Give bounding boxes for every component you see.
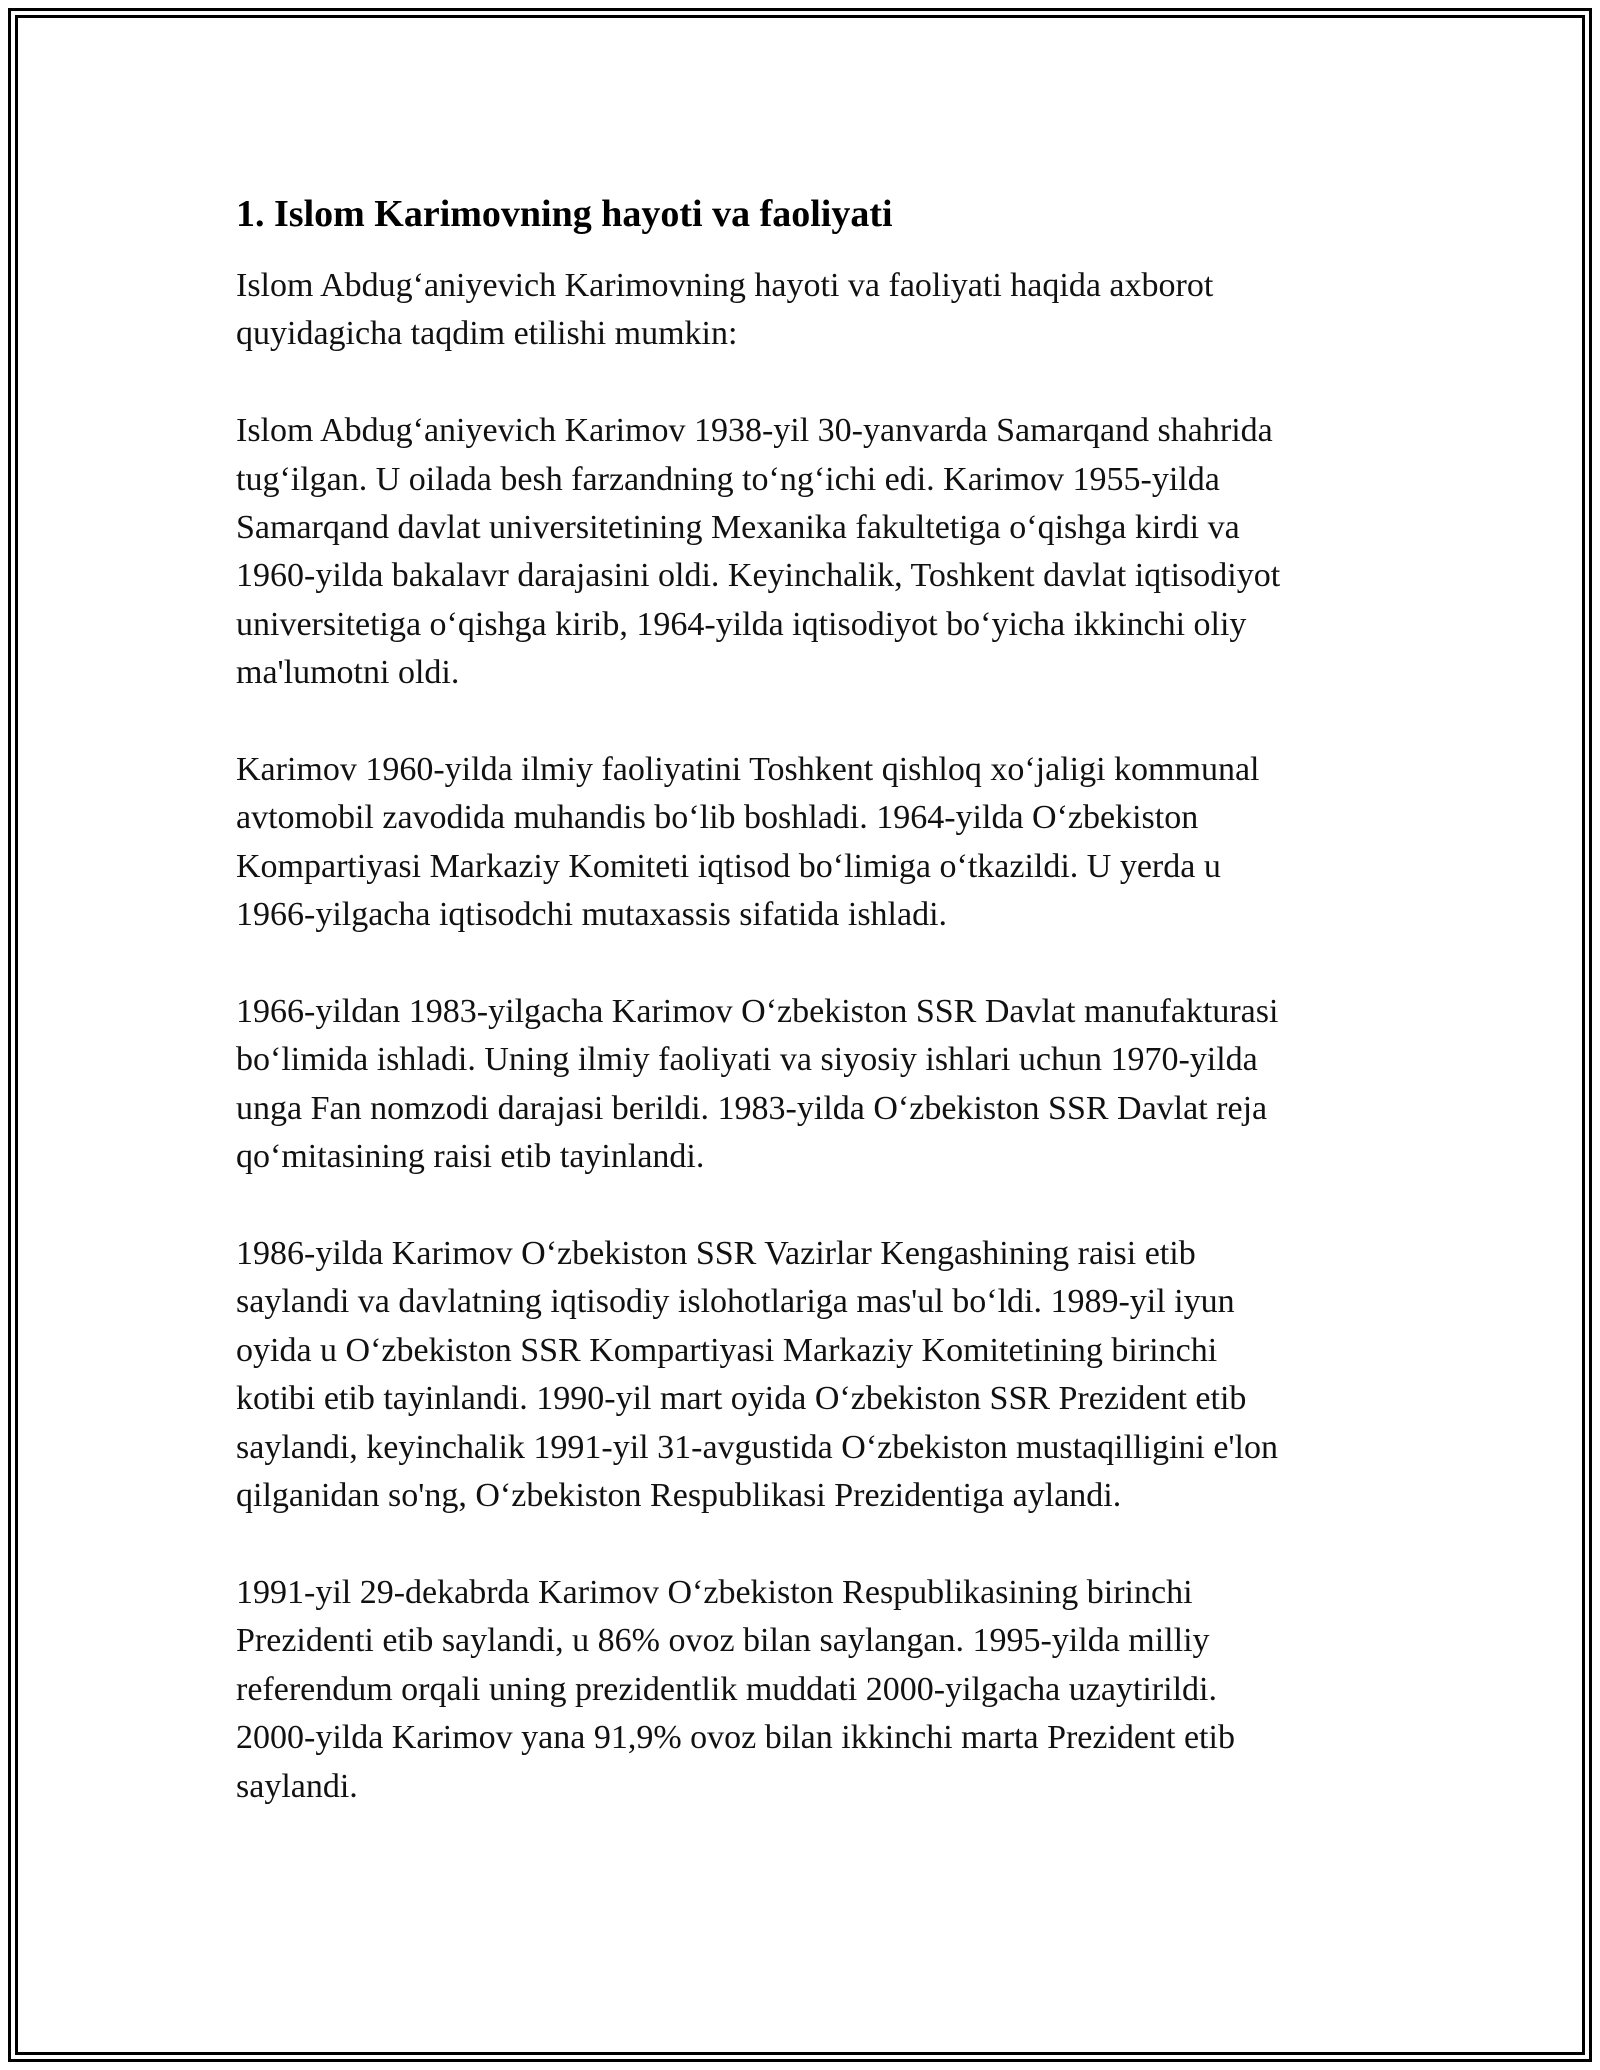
paragraph-early-life: Islom Abdugʻaniyevich Karimov 1938-yil 30-yanvarda Samarqand shahrida tugʻilgan. U oilada besh farzandning toʻngʻichi edi. Karimov 1955-yilda Samarqand davlat universitetining Mexanika fakultetiga oʻqishga kirdi va 1960-yilda bakalavr darajasini oldi. Keyinchalik, Toshkent davlat iqtisodiyot universitetiga oʻqishga kirib, 1964-yilda iqtisodiyot boʻyicha ikkinchi oliy ma'lumotni oldi. — [236, 412, 1281, 692]
document-title: 1. Islom Karimovning hayoti va faoliyati — [236, 193, 893, 235]
paragraph-career-1966-1983: 1966-yildan 1983-yilgacha Karimov Oʻzbekiston SSR Davlat manufakturasi boʻlimida ishladi. Uning ilmiy faoliyati va siyosiy ishlari uchun 1970-yilda unga Fan nomzodi darajasi berildi. 1983-yilda Oʻzbekiston SSR Davlat reja qoʻmitasining raisi etib tayinlandi. — [236, 993, 1279, 1176]
paragraph-intro: Islom Abdugʻaniyevich Karimovning hayoti va faoliyati haqida axborot quyidagicha taqdim etilishi mumkin: — [236, 267, 1214, 353]
document-body — [236, 188, 1386, 1859]
paragraph-career-start: Karimov 1960-yilda ilmiy faoliyatini Toshkent qishloq xoʻjaligi kommunal avtomobil zavodida muhandis boʻlib boshladi. 1964-yilda Oʻzbekiston Kompartiyasi Markaziy Komiteti iqtisod boʻlimiga oʻtkazildi. U yerda u 1966-yilgacha iqtisodchi mutaxassis sifatida ishladi. — [236, 751, 1260, 934]
paragraph-leadership: 1986-yilda Karimov Oʻzbekiston SSR Vazirlar Kengashining raisi etib saylandi va davlatning iqtisodiy islohotlariga mas'ul boʻldi. 1989-yil iyun oyida u Oʻzbekiston SSR Kompartiyasi Markaziy Komitetining birinchi kotibi etib tayinlandi. 1990-yil mart oyida Oʻzbekiston SSR Prezident etib saylandi, keyinchalik 1991-yil 31-avgustida Oʻzbekiston mustaqilligini e'lon qilganidan so'ng, Oʻzbekiston Respublikasi Prezidentiga aylandi. — [236, 1235, 1278, 1515]
paragraph-presidency: 1991-yil 29-dekabrda Karimov Oʻzbekiston Respublikasining birinchi Prezidenti etib saylandi, u 86% ovoz bilan saylangan. 1995-yilda milliy referendum orqali uning prezidentlik muddati 2000-yilgacha uzaytirildi. 2000-yilda Karimov yana 91,9% ovoz bilan ikkinchi marta Prezident etib saylandi. — [236, 1573, 1235, 1805]
